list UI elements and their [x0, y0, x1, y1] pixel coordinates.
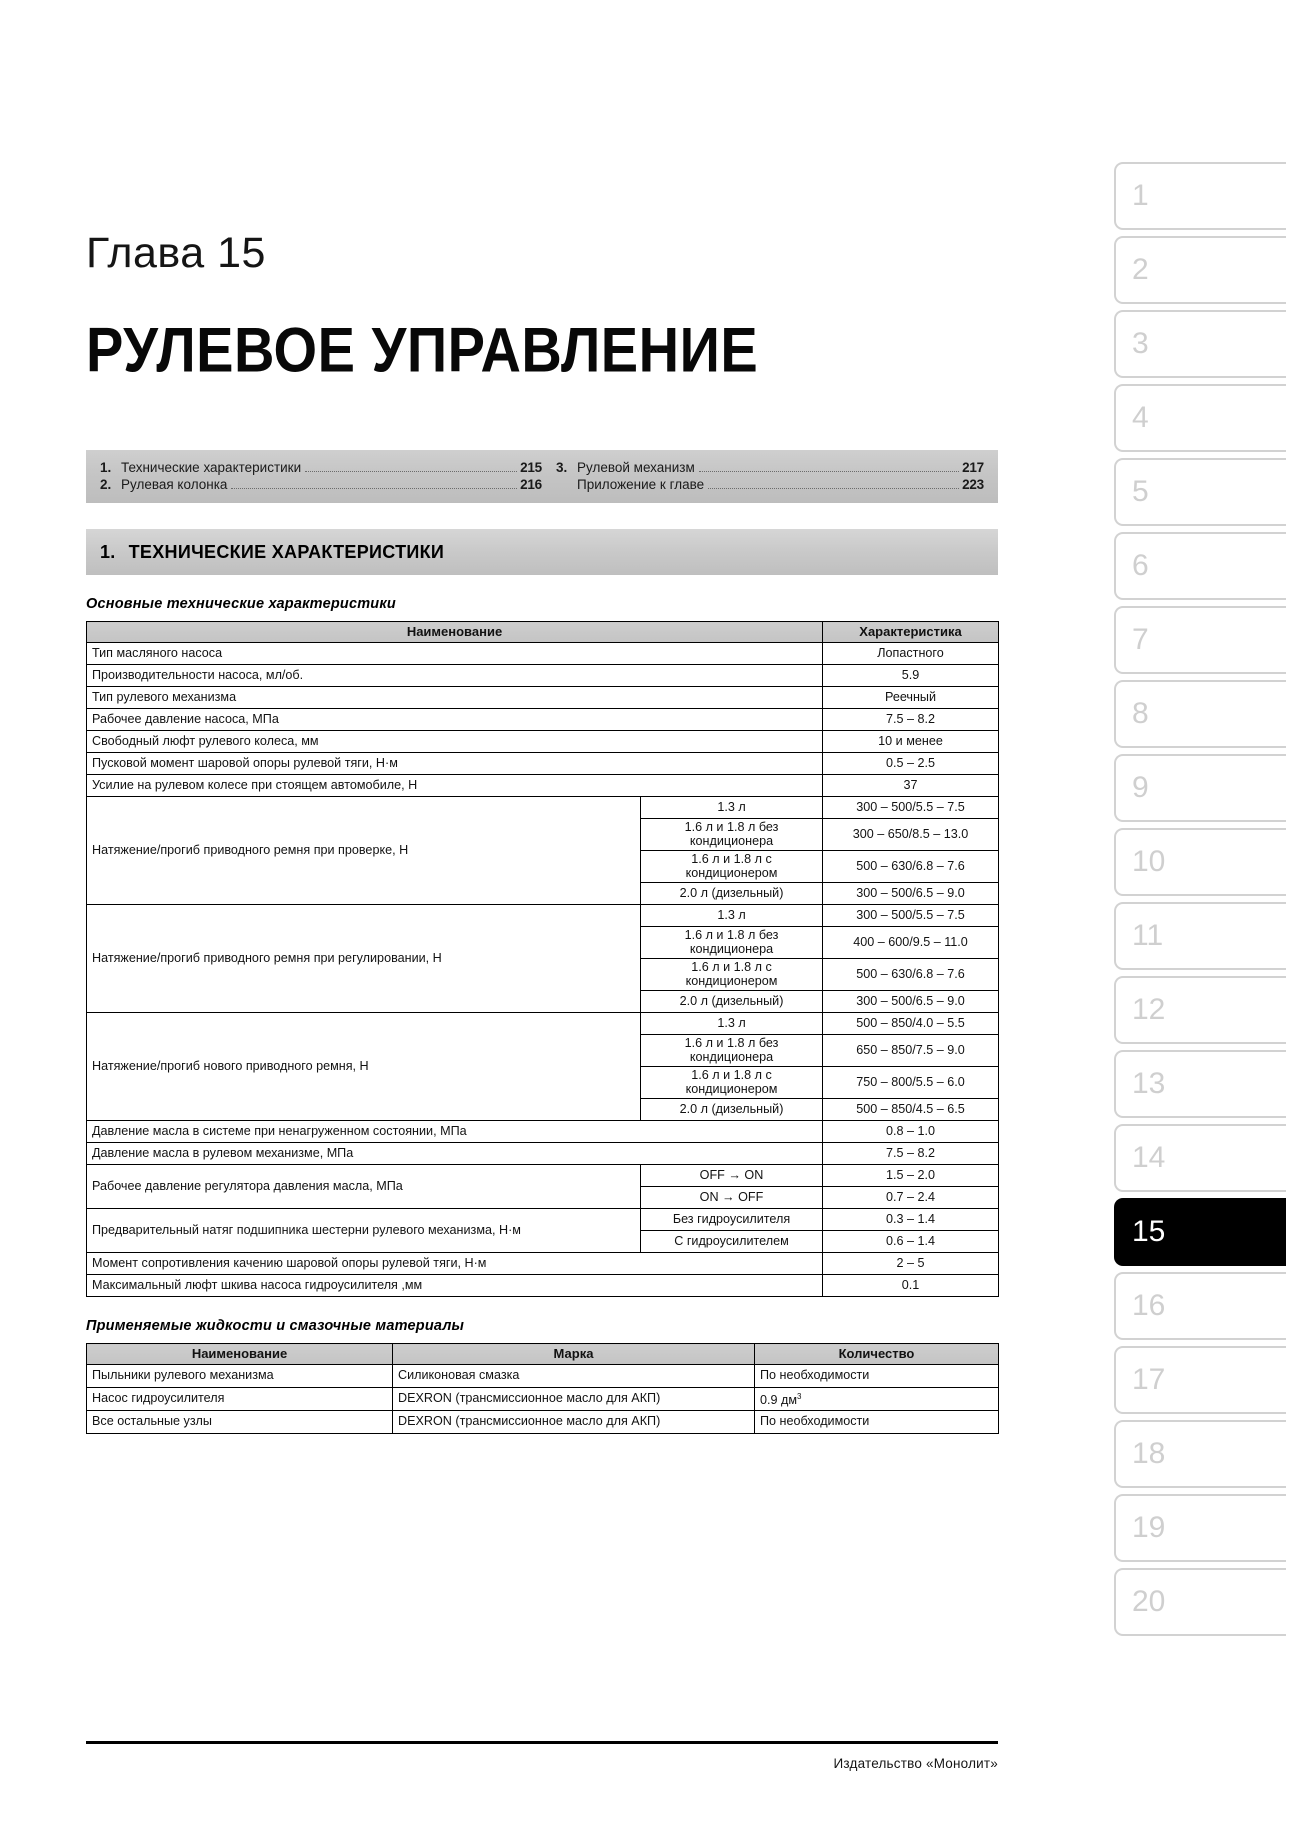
chapter-tab-label: 6 [1132, 549, 1149, 582]
spec-group-name: Натяжение/прогиб нового приводного ремня, Н [87, 1013, 641, 1121]
spec-value: 7.5 – 8.2 [823, 1143, 999, 1165]
table-row [87, 709, 999, 731]
table-row [87, 731, 999, 753]
spec-value: 0.7 – 2.4 [823, 1187, 999, 1209]
spec-value: 400 – 600/9.5 – 11.0 [823, 927, 999, 959]
spec-variant: 2.0 л (дизельный) [641, 1099, 823, 1121]
spec-group-name: Предварительный натяг подшипника шестерни рулевого механизма, Н·м [87, 1209, 641, 1253]
fluid-qty: По необходимости [755, 1411, 999, 1434]
toc-item-page: 215 [520, 460, 542, 475]
chapter-tab-label: 7 [1132, 623, 1149, 656]
spec-group-name: Натяжение/прогиб приводного ремня при регулировании, Н [87, 905, 641, 1013]
fluid-qty: По необходимости [755, 1365, 999, 1388]
chapter-tab-10[interactable] [1114, 828, 1286, 896]
chapter-tab-label: 14 [1132, 1141, 1166, 1174]
spec-value: 0.1 [823, 1275, 999, 1297]
spec-name: Производительности насоса, мл/об. [87, 665, 823, 687]
spec-value: 300 – 500/6.5 – 9.0 [823, 991, 999, 1013]
spec-variant: 1.3 л [641, 905, 823, 927]
spec-group-name: Натяжение/прогиб приводного ремня при проверке, Н [87, 797, 641, 905]
spec-name: Момент сопротивления качению шаровой опоры рулевой тяги, Н·м [87, 1253, 823, 1275]
chapter-tab-label: 3 [1132, 327, 1149, 360]
spec-name: Свободный люфт рулевого колеса, мм [87, 731, 823, 753]
spec-variant: 1.3 л [641, 797, 823, 819]
toc-item-page: 223 [962, 477, 984, 492]
fluids-table [86, 1343, 999, 1434]
chapter-tab-9[interactable] [1114, 754, 1286, 822]
toc-item-number: 2. [100, 477, 112, 492]
chapter-tab-label: 2 [1132, 253, 1149, 286]
chapter-tab-label: 12 [1132, 993, 1166, 1026]
chapter-tab-label: 16 [1132, 1289, 1166, 1322]
chapter-tab-16[interactable] [1114, 1272, 1286, 1340]
spec-name: Тип рулевого механизма [87, 687, 823, 709]
table1-head [87, 622, 999, 643]
toc-item-label: Приложение к главе [577, 477, 705, 492]
table-row [87, 1121, 999, 1143]
spec-value: 300 – 500/5.5 – 7.5 [823, 905, 999, 927]
table-row [87, 753, 999, 775]
table-row [87, 1275, 999, 1297]
table-row [87, 1253, 999, 1275]
spec-value: 2 – 5 [823, 1253, 999, 1275]
chapter-tab-label: 19 [1132, 1511, 1166, 1544]
specifications-table [86, 621, 999, 1297]
table-of-contents [86, 450, 998, 503]
spec-value: Лопастного [823, 643, 999, 665]
chapter-tab-label: 1 [1132, 179, 1149, 212]
table-row [87, 1209, 999, 1231]
spec-variant: Без гидроусилителя [641, 1209, 823, 1231]
chapter-tab-label: 8 [1132, 697, 1149, 730]
spec-value: 500 – 630/6.8 – 7.6 [823, 851, 999, 883]
toc-leader-dots [305, 471, 517, 472]
page-title: РУЛЕВОЕ УПРАВЛЕНИЕ [86, 314, 759, 386]
spec-value: 300 – 650/8.5 – 13.0 [823, 819, 999, 851]
table1-header-name: Наименование [87, 622, 823, 643]
spec-name: Максимальный люфт шкива насоса гидроусилителя ,мм [87, 1275, 823, 1297]
chapter-tab-4[interactable] [1114, 384, 1286, 452]
chapter-tab-label: 5 [1132, 475, 1149, 508]
table2-header-qty: Количество [755, 1344, 999, 1365]
chapter-tab-11[interactable] [1114, 902, 1286, 970]
chapter-tab-label: 20 [1132, 1585, 1166, 1618]
spec-variant: 1.6 л и 1.8 л без кондиционера [641, 927, 823, 959]
publisher-label: Издательство «Монолит» [833, 1756, 998, 1771]
spec-value: 0.8 – 1.0 [823, 1121, 999, 1143]
spec-value: 0.6 – 1.4 [823, 1231, 999, 1253]
chapter-tab-13[interactable] [1114, 1050, 1286, 1118]
chapter-tab-3[interactable] [1114, 310, 1286, 378]
spec-value: 750 – 800/5.5 – 6.0 [823, 1067, 999, 1099]
spec-variant: 1.3 л [641, 1013, 823, 1035]
toc-item-label: Рулевая колонка [121, 477, 228, 492]
spec-value: 37 [823, 775, 999, 797]
chapter-tab-label: 13 [1132, 1067, 1166, 1100]
chapter-tab-17[interactable] [1114, 1346, 1286, 1414]
section-number: 1. [100, 541, 116, 562]
table-row [87, 1143, 999, 1165]
table-row [87, 1165, 999, 1187]
spec-variant: ON → OFF [641, 1187, 823, 1209]
spec-variant: 1.6 л и 1.8 л с кондиционером [641, 959, 823, 991]
toc-item-number: 3. [556, 460, 568, 475]
chapter-tab-5[interactable] [1114, 458, 1286, 526]
chapter-tab-label: 10 [1132, 845, 1166, 878]
spec-value: 1.5 – 2.0 [823, 1165, 999, 1187]
table-row [87, 905, 999, 927]
chapter-tab-label: 17 [1132, 1363, 1166, 1396]
table-row [87, 1411, 999, 1434]
chapter-tab-label: 18 [1132, 1437, 1166, 1470]
toc-item[interactable] [100, 476, 542, 493]
spec-value: 500 – 850/4.5 – 6.5 [823, 1099, 999, 1121]
spec-value: 0.5 – 2.5 [823, 753, 999, 775]
chapter-tab-18[interactable] [1114, 1420, 1286, 1488]
chapter-tab-strip [1114, 162, 1286, 1642]
table2-head [87, 1344, 999, 1365]
fluid-mark: DEXRON (трансмиссионное масло для АКП) [393, 1388, 755, 1411]
spec-name: Давление масла в рулевом механизме, МПа [87, 1143, 823, 1165]
table1-header-value: Характеристика [823, 622, 999, 643]
spec-variant: 2.0 л (дизельный) [641, 991, 823, 1013]
table-row [87, 665, 999, 687]
chapter-tab-8[interactable] [1114, 680, 1286, 748]
spec-value: 500 – 630/6.8 – 7.6 [823, 959, 999, 991]
fluid-mark: Силиконовая смазка [393, 1365, 755, 1388]
chapter-label: Глава 15 [86, 229, 266, 277]
section-header [86, 529, 998, 575]
toc-column-right [542, 459, 984, 493]
table-row [87, 643, 999, 665]
toc-item-label: Рулевой механизм [577, 460, 695, 475]
chapter-tab-label: 15 [1132, 1215, 1166, 1248]
spec-variant: С гидроусилителем [641, 1231, 823, 1253]
spec-value: 300 – 500/6.5 – 9.0 [823, 883, 999, 905]
table1-caption: Основные технические характеристики [86, 596, 396, 612]
toc-item[interactable] [542, 459, 984, 476]
fluid-qty: 0.9 $дм^3$ [755, 1388, 999, 1411]
chapter-tab-20[interactable] [1114, 1568, 1286, 1636]
spec-name: Давление масла в системе при ненагруженном состоянии, МПа [87, 1121, 823, 1143]
spec-value: Реечный [823, 687, 999, 709]
toc-leader-dots [699, 471, 959, 472]
page-content [86, 0, 998, 1434]
table-row [87, 1365, 999, 1388]
footer-divider [86, 1741, 998, 1744]
table-row [87, 775, 999, 797]
toc-column-left [100, 459, 542, 493]
fluid-name: Пыльники рулевого механизма [87, 1365, 393, 1388]
spec-variant: 1.6 л и 1.8 л с кондиционером [641, 1067, 823, 1099]
chapter-tab-2[interactable] [1114, 236, 1286, 304]
spec-variant: 1.6 л и 1.8 л без кондиционера [641, 819, 823, 851]
spec-value: 0.3 – 1.4 [823, 1209, 999, 1231]
spec-group-name: Рабочее давление регулятора давления масла, МПа [87, 1165, 641, 1209]
fluid-name: Все остальные узлы [87, 1411, 393, 1434]
chapter-tab-label: 4 [1132, 401, 1149, 434]
spec-variant: 1.6 л и 1.8 л с кондиционером [641, 851, 823, 883]
spec-variant: 1.6 л и 1.8 л без кондиционера [641, 1035, 823, 1067]
spec-value: 500 – 850/4.0 – 5.5 [823, 1013, 999, 1035]
chapter-tab-19[interactable] [1114, 1494, 1286, 1562]
chapter-tab-7[interactable] [1114, 606, 1286, 674]
spec-name: Тип масляного насоса [87, 643, 823, 665]
spec-name: Усилие на рулевом колесе при стоящем автомобиле, Н [87, 775, 823, 797]
chapter-tab-12[interactable] [1114, 976, 1286, 1044]
table2-caption: Применяемые жидкости и смазочные материалы [86, 1318, 465, 1334]
chapter-tab-1[interactable] [1114, 162, 1286, 230]
chapter-tab-label: 9 [1132, 771, 1149, 804]
table-row [87, 687, 999, 709]
spec-name: Пусковой момент шаровой опоры рулевой тяги, Н·м [87, 753, 823, 775]
toc-item-page: 217 [962, 460, 984, 475]
toc-item-number: 1. [100, 460, 112, 475]
toc-item[interactable] [542, 476, 984, 493]
spec-value: 10 и менее [823, 731, 999, 753]
chapter-tab-14[interactable] [1114, 1124, 1286, 1192]
toc-item-page: 216 [520, 477, 542, 492]
spec-value: 7.5 – 8.2 [823, 709, 999, 731]
toc-leader-dots [231, 488, 517, 489]
fluid-mark: DEXRON (трансмиссионное масло для АКП) [393, 1411, 755, 1434]
spec-variant: 2.0 л (дизельный) [641, 883, 823, 905]
table2-header-name: Наименование [87, 1344, 393, 1365]
table2-body [87, 1365, 999, 1434]
toc-leader-dots [708, 488, 959, 489]
chapter-tab-6[interactable] [1114, 532, 1286, 600]
fluid-name: Насос гидроусилителя [87, 1388, 393, 1411]
spec-value: 5.9 [823, 665, 999, 687]
chapter-tab-label: 11 [1132, 919, 1164, 952]
table-row [87, 797, 999, 819]
spec-variant: OFF → ON [641, 1165, 823, 1187]
spec-name: Рабочее давление насоса, МПа [87, 709, 823, 731]
toc-item[interactable] [100, 459, 542, 476]
table2-header-mark: Марка [393, 1344, 755, 1365]
spec-value: 300 – 500/5.5 – 7.5 [823, 797, 999, 819]
spec-value: 650 – 850/7.5 – 9.0 [823, 1035, 999, 1067]
table-row [87, 1388, 999, 1411]
toc-item-label: Технические характеристики [121, 460, 302, 475]
chapter-tab-15[interactable] [1114, 1198, 1286, 1266]
section-title: ТЕХНИЧЕСКИЕ ХАРАКТЕРИСТИКИ [128, 541, 445, 562]
table1-body [87, 643, 999, 1297]
table-row [87, 1013, 999, 1035]
